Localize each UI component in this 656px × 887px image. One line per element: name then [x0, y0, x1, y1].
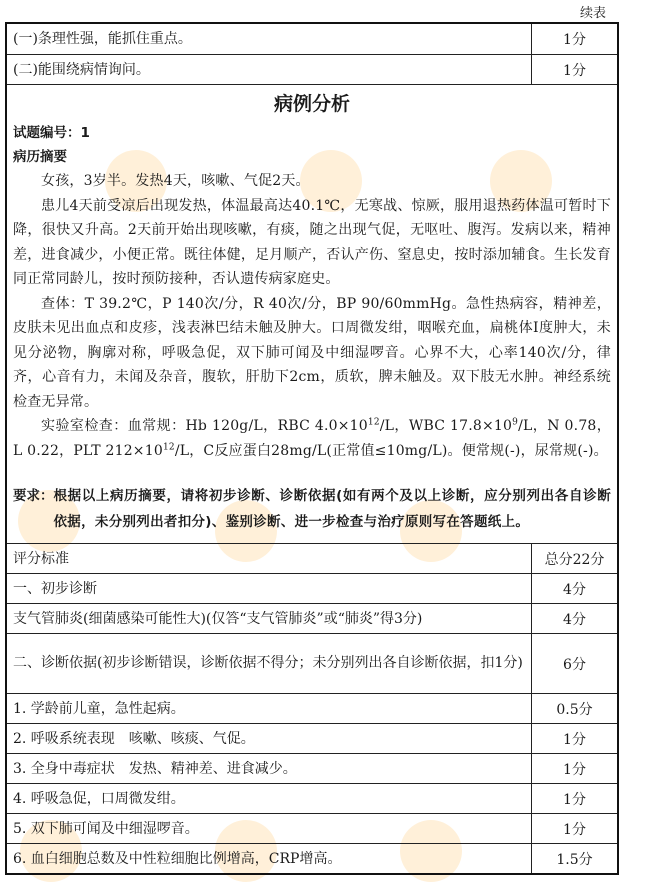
requirement-label: 要求：: [13, 488, 54, 504]
table-row: [7, 723, 617, 753]
table-row: [7, 783, 617, 813]
lab-exponent: 12: [162, 441, 175, 452]
table-row: [7, 24, 617, 54]
score-value: 4分: [531, 574, 617, 603]
score-value: 1分: [531, 784, 617, 813]
lab-text: /L，N 0.78，L 0.22，PLT 212×10: [13, 418, 611, 459]
criteria-text: 3. 全身中毒症状 发热、精神差、进食减少。: [13, 760, 297, 777]
table-row: [7, 633, 617, 693]
question-number: 试题编号：1: [13, 125, 90, 141]
physical-exam: 查体：T 39.2℃，P 140次/分，R 40次/分，BP 90/60mmHg。急性热病容，精神差，皮肤未见出血点和皮疹，浅表淋巴结未触及肿大。口周微发绀，咽喉充血，扁桃体Ⅰ度肿大，未见分泌物，胸廓对称，呼吸急促，双下肺可闻及中细湿啰音。心界不大，心率140次/分，律齐，心音有力，未闻及杂音，腹软，肝肋下2cm，质软，脾未触及。双下肢无水肿。神经系统检查无异常。: [13, 295, 611, 410]
lab-exponent: 9: [512, 417, 519, 428]
lab-text: 实验室检查：血常规：Hb 120g/L，RBC 4.0×10: [41, 418, 368, 434]
score-value: 1分: [531, 724, 617, 753]
criteria-text: 二、诊断依据(初步诊断错误，诊断依据不得分；未分别列出各自诊断依据，扣1分): [13, 655, 523, 671]
score-value: 1分: [531, 814, 617, 843]
requirement-text: 根据以上病历摘要，请将初步诊断、诊断依据(如有两个及以上诊断，应分别列出各自诊断依据，未分别列出者扣分)、鉴别诊断、进一步检查与治疗原则写在答题纸上。: [53, 488, 611, 530]
lab-text: /L，WBC 17.8×10: [379, 418, 513, 434]
score-value: 1分: [531, 55, 617, 84]
criteria-text: 支气管肺炎(细菌感染可能性大)(仅答“支气管肺炎”或“肺炎”得3分): [13, 610, 423, 627]
criteria-text: 5. 双下肺可闻及中细湿啰音。: [13, 820, 199, 837]
score-value: 6分: [531, 634, 617, 693]
table-row: [7, 693, 617, 723]
table-row: [7, 843, 617, 873]
total-score: 总分22分: [531, 544, 617, 573]
chief-complaint: 女孩，3岁半。发热4天，咳嗽、气促2天。: [41, 173, 310, 189]
score-value: 4分: [531, 604, 617, 633]
criteria-text: (二)能围绕病情询问。: [13, 61, 150, 78]
criteria-text: 2. 呼吸系统表现 咳嗽、咳痰、气促。: [13, 730, 255, 747]
lab-exponent: 12: [367, 417, 380, 428]
criteria-text: 1. 学龄前儿童，急性起病。: [13, 700, 185, 717]
continued-table-label: 续表: [579, 6, 606, 21]
table-row: [7, 54, 617, 84]
criteria-header: 评分标准: [13, 550, 69, 567]
table-row: [7, 753, 617, 783]
lab-text: /L，C反应蛋白28mg/L(正常值≤10mg/L)。便常规(-)，尿常规(-)。: [174, 442, 608, 459]
criteria-text: 一、初步诊断: [13, 580, 97, 597]
table-row: [7, 813, 617, 843]
score-value: 1.5分: [531, 844, 617, 873]
section-title: 病例分析: [273, 93, 350, 115]
criteria-text: 6. 血白细胞总数及中性粒细胞比例增高，CRP增高。: [13, 850, 342, 867]
criteria-text: (一)条理性强，能抓住重点。: [13, 31, 192, 47]
table-row: [7, 573, 617, 603]
scoring-table: [5, 22, 619, 875]
requirement: [13, 483, 611, 535]
present-history: 患儿4天前受凉后出现发热，体温最高达40.1℃，无寒战、惊厥，服用退热药体温可暂时下降，很快又升高。2天前开始出现咳嗽，有痰，随之出现气促，无呕吐、腹泻。发病以来，精神差，进食减少，小便正常。既往体健，足月顺产，否认产伤、窒息史，按时添加辅食。生长发育同正常同龄儿，按时预防接种，否认遗传病家庭史。: [13, 197, 611, 287]
score-value: 1分: [531, 24, 617, 54]
score-value: 0.5分: [531, 694, 617, 723]
table-header-row: [7, 543, 617, 573]
lab-results: [13, 414, 611, 463]
score-value: 1分: [531, 754, 617, 783]
summary-label: 病历摘要: [13, 149, 67, 165]
criteria-text: 4. 呼吸急促，口周微发绀。: [13, 790, 185, 807]
table-row: [7, 603, 617, 633]
case-analysis-section: [7, 84, 617, 543]
